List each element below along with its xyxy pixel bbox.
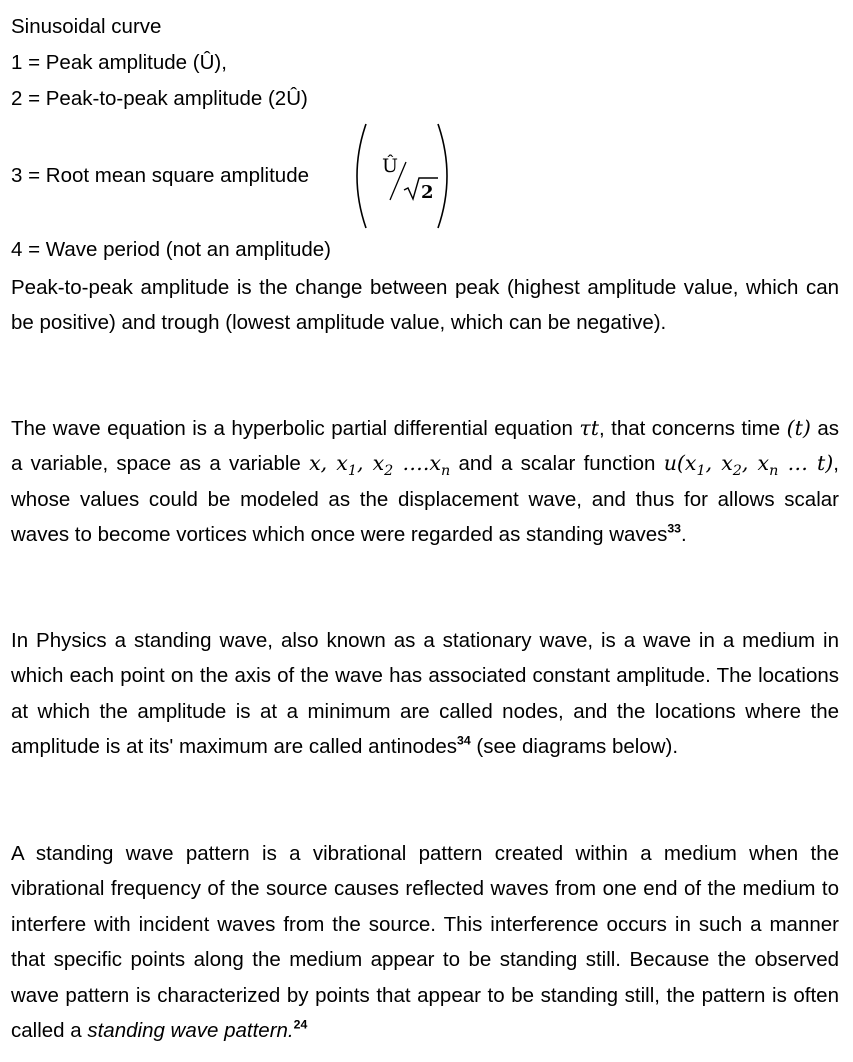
section-title: Sinusoidal curve (11, 15, 162, 38)
left-paren (357, 124, 366, 228)
paragraph-peak-to-peak: Peak-to-peak amplitude is the change between peak (highest amplitude value, which can be positive) and trough (lowest amplitude value, which can be negative). (11, 276, 839, 335)
list-item-rms-amplitude: 3 = Root mean square amplitude (11, 164, 310, 187)
right-paren (438, 124, 447, 228)
math-space-variables: x, $x_1$, $x_2$ $\dots.x_n$ (309, 451, 451, 480)
list-item-wave-period: 4 = Wave period (not an amplitude) (11, 238, 332, 261)
math-scalar-function: $u(x_1$, $x_2$, $x_n$ … t) (663, 451, 834, 480)
math-tau-t: τt (579, 416, 599, 440)
list-item-peak-amplitude: 1 = Peak amplitude (Û), (11, 51, 227, 74)
formula-numerator: Û (382, 155, 399, 177)
reference-34: 34 (457, 733, 471, 748)
list-item-peak-to-peak-amplitude: 2 = Peak-to-peak amplitude (2Û) (11, 87, 308, 110)
math-time: (t) (786, 416, 811, 440)
reference-33: 33 (667, 521, 682, 536)
formula-denominator: 2 (421, 182, 434, 203)
paragraph-standing-wave: In Physics a standing wave, also known as a stationary wave, is a wave in a medium in which each point on the axis of the wave has associated constant amplitude. The locations at which the amplitude is at a minimum are called nodes, and the locations where the amplitude is at its' maximum are called antinodes$^{34}$ (see diagrams below). (11, 629, 839, 759)
rms-formula (346, 118, 458, 234)
paragraph-standing-wave-pattern: A standing wave pattern is a vibrational pattern created within a medium when the vibrational frequency of the source causes reflected waves from one end of the medium to interfere with incident waves from the source. This interference occurs in such a manner that specific points along the medium appear to be standing still. Because the observed wave pattern is characterized by points that appear to be standing still, the pattern is often called a standing wave pattern.$^{24}$ (11, 842, 839, 1043)
reference-24: 24 (293, 1017, 308, 1032)
paragraph-wave-equation: The wave equation is a hyperbolic partial differential equation τt, that concerns time (t) as a variable, space as a variable x, $x_1$, $x_2$ $\dots.x_n$ and a scalar function $u(x_1$, $x_2$, $x_n$ … t), whose values could be modeled as the displacement wave, and thus for allows scalar waves to become vortices which once were regarded as standing waves$^{33}$. (11, 416, 839, 547)
emphasis-standing-wave-pattern: standing wave pattern. (87, 1019, 294, 1043)
